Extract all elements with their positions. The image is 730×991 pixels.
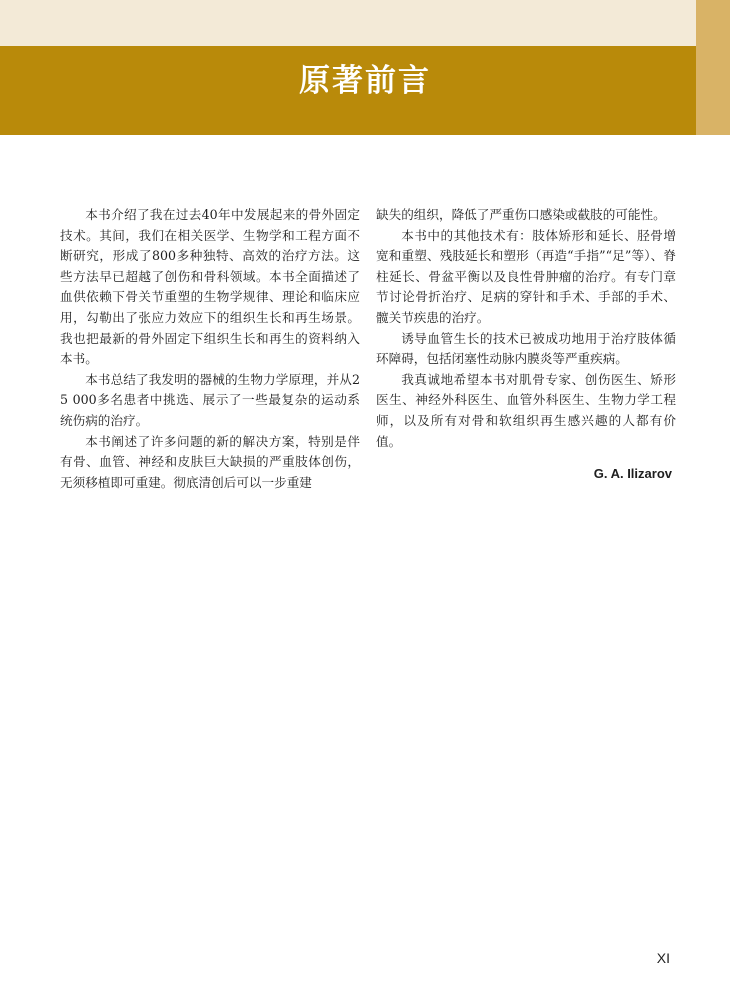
left-column: [60, 205, 360, 493]
header-top-band: [0, 0, 696, 46]
paragraph-continuation: 缺失的组织，降低了严重伤口感染或截肢的可能性。: [376, 207, 666, 222]
paragraph: 本书介绍了我在过去40年中发展起来的骨外固定技术。其间，我们在相关医学、生物学和工程方面不断研究，形成了800多种独特、高效的治疗方法。这些方法早已超越了创伤和骨科领域。本书全面描述了血供依赖下骨关节重塑的生物学规律、理论和临床应用，勾勒出了张应力效应下的组织生长和再生场景。我也把最新的骨外固定下组织生长和再生的资料纳入本书。: [60, 207, 360, 367]
page-number: XI: [656, 950, 670, 966]
paragraph: 我真诚地希望本书对肌骨专家、创伤医生、矫形医生、神经外科医生、血管外科医生、生物力学工程师，以及所有对骨和软组织再生感兴趣的人都有价值。: [376, 371, 676, 449]
paragraph: 本书阐述了许多问题的新的解决方案，特别是伴有骨、血管、神经和皮肤巨大缺损的严重肢体创伤，无须移植即可重建。彻底清创后可以一步重建: [60, 433, 360, 490]
right-column: [376, 205, 676, 452]
author-signature: G. A. Ilizarov: [593, 466, 672, 481]
paragraph: 诱导血管生长的技术已被成功地用于治疗肢体循环障碍，包括闭塞性动脉内膜炎等严重疾病。: [376, 330, 676, 367]
paragraph: 本书总结了我发明的器械的生物力学原理，并从25 000多名患者中挑选、展示了一些最复杂的运动系统伤病的治疗。: [60, 371, 360, 428]
page-title: 原著前言: [299, 63, 431, 99]
paragraph: 本书中的其他技术有：肢体矫形和延长、胫骨增宽和重塑、残肢延长和塑形（再造“手指”“足”等）、脊柱延长、骨盆平衡以及良性骨肿瘤的治疗。有专门章节讨论骨折治疗、足病的穿针和手术、手部的手术、髋关节疾患的治疗。: [376, 227, 676, 325]
